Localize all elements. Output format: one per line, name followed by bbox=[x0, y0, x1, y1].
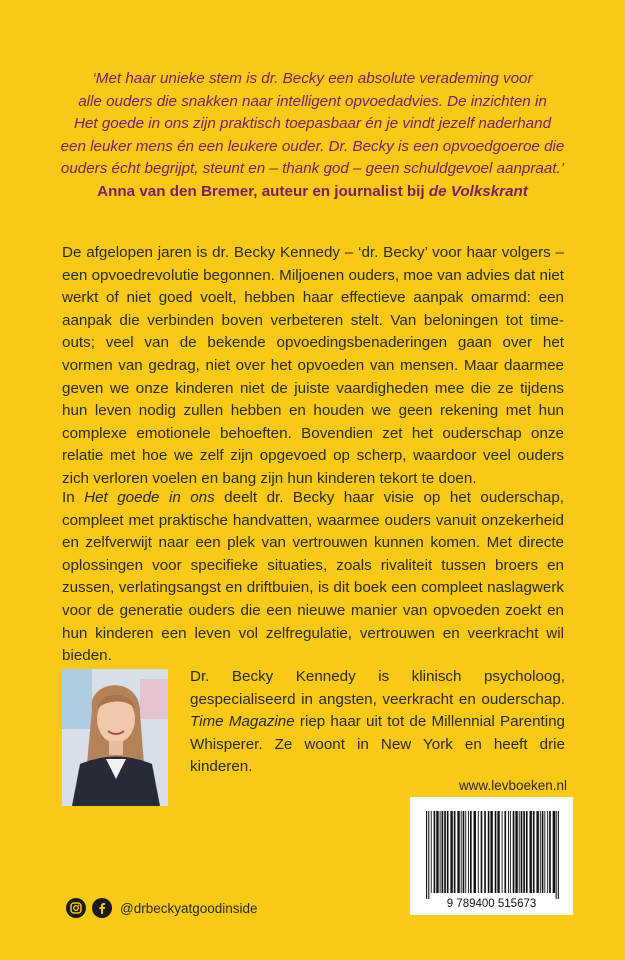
barcode-bar bbox=[478, 811, 479, 893]
barcode-bar bbox=[465, 811, 466, 893]
endorsement-quote bbox=[60, 68, 565, 204]
barcode-bar bbox=[513, 811, 515, 893]
barcode-bar bbox=[444, 811, 446, 893]
barcode-bar bbox=[442, 811, 444, 893]
barcode-bar bbox=[523, 811, 525, 893]
paragraph-lead: In bbox=[62, 489, 85, 506]
paragraph-text: De afgelopen jaren is dr. Becky Kennedy – ‘dr. Becky’ voor haar volgers – een opvoedrevolutie begonnen. Miljoenen ouders, moe van advies dat niet werkt of niet goed voelt, hebben haar effectieve aanpak omarmd: een aanpak die verbinden boven verbeteren stelt. Van beloningen tot time-outs; veel van de bekende opvoedingsbenaderingen gaan over het vormen van gedrag, niet over het opvoeden van mensen. Maar daarmee geven we onze kinderen niet de juiste vaardigheden mee die ze tijdens hun leven nodig zullen hebben en houden we geen rekening met hun complexe emotionele behoeften. Bovendien zet het ouderschap onze relatie met hoe we zelf zijn opgevoed op scherp, waardoor veel ouders zich verloren voelen en bang zijn hun kinderen tekort te doen. bbox=[62, 244, 564, 487]
barcode-bar bbox=[481, 811, 483, 893]
bio-part: riep haar uit tot de Millennial Parenting Whisperer. Ze woont in New York en heeft drie kinderen. bbox=[190, 713, 566, 776]
barcode-bar bbox=[515, 811, 517, 893]
barcode-bar bbox=[502, 811, 503, 893]
quote-author: Anna van den Bremer, auteur en journalist bij bbox=[97, 182, 429, 200]
barcode-bar bbox=[556, 811, 557, 899]
quote-line: een leuker mens én een leukere ouder. Dr. Becky is een opvoedgoeroe die bbox=[60, 137, 565, 155]
isbn-number: 9 789400 515673 bbox=[446, 898, 537, 910]
barcode-bar bbox=[533, 811, 535, 893]
barcode-bar bbox=[488, 811, 490, 893]
barcode-bar bbox=[470, 811, 472, 893]
barcode-bar bbox=[508, 811, 509, 893]
quote-line: ouders écht begrijpt, steunt en – thank god – geen schuldgevoel aanpraat.’ bbox=[60, 160, 565, 178]
quote-publication: de Volkskrant bbox=[428, 182, 528, 200]
barcode-bar bbox=[540, 811, 541, 893]
barcode-bar bbox=[521, 811, 523, 893]
facebook-icon[interactable] bbox=[92, 898, 112, 918]
bio-text bbox=[190, 666, 565, 779]
quote-line: ‘Met haar unieke stem is dr. Becky een absolute verademing voor bbox=[92, 70, 533, 87]
barcode-bar bbox=[526, 811, 528, 893]
isbn-barcode bbox=[410, 797, 573, 915]
social-links bbox=[66, 897, 258, 919]
barcode-bar bbox=[544, 811, 545, 893]
barcode-bar bbox=[457, 811, 459, 893]
barcode-bar bbox=[431, 811, 432, 893]
barcode-bar bbox=[436, 811, 438, 893]
barcode-bar bbox=[447, 811, 449, 893]
barcode-bar bbox=[547, 811, 548, 893]
barcode-bar bbox=[428, 811, 429, 899]
social-handle[interactable]: @drbeckyatgoodinside bbox=[120, 900, 258, 916]
magazine-name: Time Magazine bbox=[190, 713, 295, 731]
barcode-bar bbox=[434, 811, 436, 893]
barcode-bar bbox=[542, 811, 544, 893]
barcode-bar bbox=[440, 811, 441, 893]
barcode-bar bbox=[454, 811, 456, 893]
description-paragraph-1 bbox=[62, 242, 564, 491]
barcode-bar bbox=[519, 811, 520, 893]
barcode-bar bbox=[558, 811, 559, 899]
book-title: Het goede in ons bbox=[84, 489, 215, 506]
barcode-bar bbox=[497, 811, 499, 893]
barcode-bar bbox=[461, 811, 462, 893]
paragraph-text bbox=[62, 487, 564, 668]
instagram-icon[interactable] bbox=[66, 898, 86, 918]
barcode-bar bbox=[495, 811, 497, 893]
author-photo bbox=[62, 669, 168, 806]
paragraph-rest: deelt dr. Becky haar visie op het ouderschap, compleet met praktische handvatten, waarmee ouders vanuit onzekerheid en zelfverwijt naar een plek van vertrouwen kunnen komen. Met directe oplossingen voor specifieke situaties, zoals rivaliteit tussen broers en zussen, verlatingsangst en driftbuien, is dit boek een compleet naslagwerk voor de generatie ouders die een nieuwe manier van opvoeden zoekt en hun kinderen een leven vol zelfregulatie, vertrouwen en veerkracht wil bieden. bbox=[62, 489, 564, 665]
barcode-bar bbox=[490, 811, 492, 893]
barcode-graphic bbox=[410, 797, 573, 915]
barcode-bar bbox=[463, 811, 465, 893]
bio-part: Dr. Becky Kennedy is klinisch psycholoog, gespecialiseerd in angsten, veerkracht en ouderschap. bbox=[190, 668, 565, 708]
barcode-bar bbox=[530, 811, 532, 893]
barcode-bar bbox=[484, 811, 486, 893]
barcode-bar bbox=[536, 811, 538, 893]
barcode-bar bbox=[450, 811, 452, 893]
barcode-bar bbox=[474, 811, 476, 893]
barcode-bar bbox=[468, 811, 469, 893]
barcode-bar bbox=[510, 811, 511, 893]
barcode-bar bbox=[553, 811, 555, 893]
description-paragraph-2 bbox=[62, 487, 564, 668]
publisher-website[interactable]: www.levboeken.nl bbox=[458, 778, 567, 793]
quote-line: Het goede in ons zijn praktisch toepasbaar én je vindt jezelf naderhand bbox=[73, 115, 552, 133]
author-bio bbox=[190, 666, 565, 779]
quote-attribution bbox=[60, 181, 565, 204]
barcode-bar bbox=[426, 811, 427, 899]
barcode-bar bbox=[549, 811, 551, 893]
barcode-bar bbox=[504, 811, 506, 893]
quote-line: alle ouders die snakken naar intelligent opvoedadvies. De inzichten in bbox=[78, 92, 547, 110]
